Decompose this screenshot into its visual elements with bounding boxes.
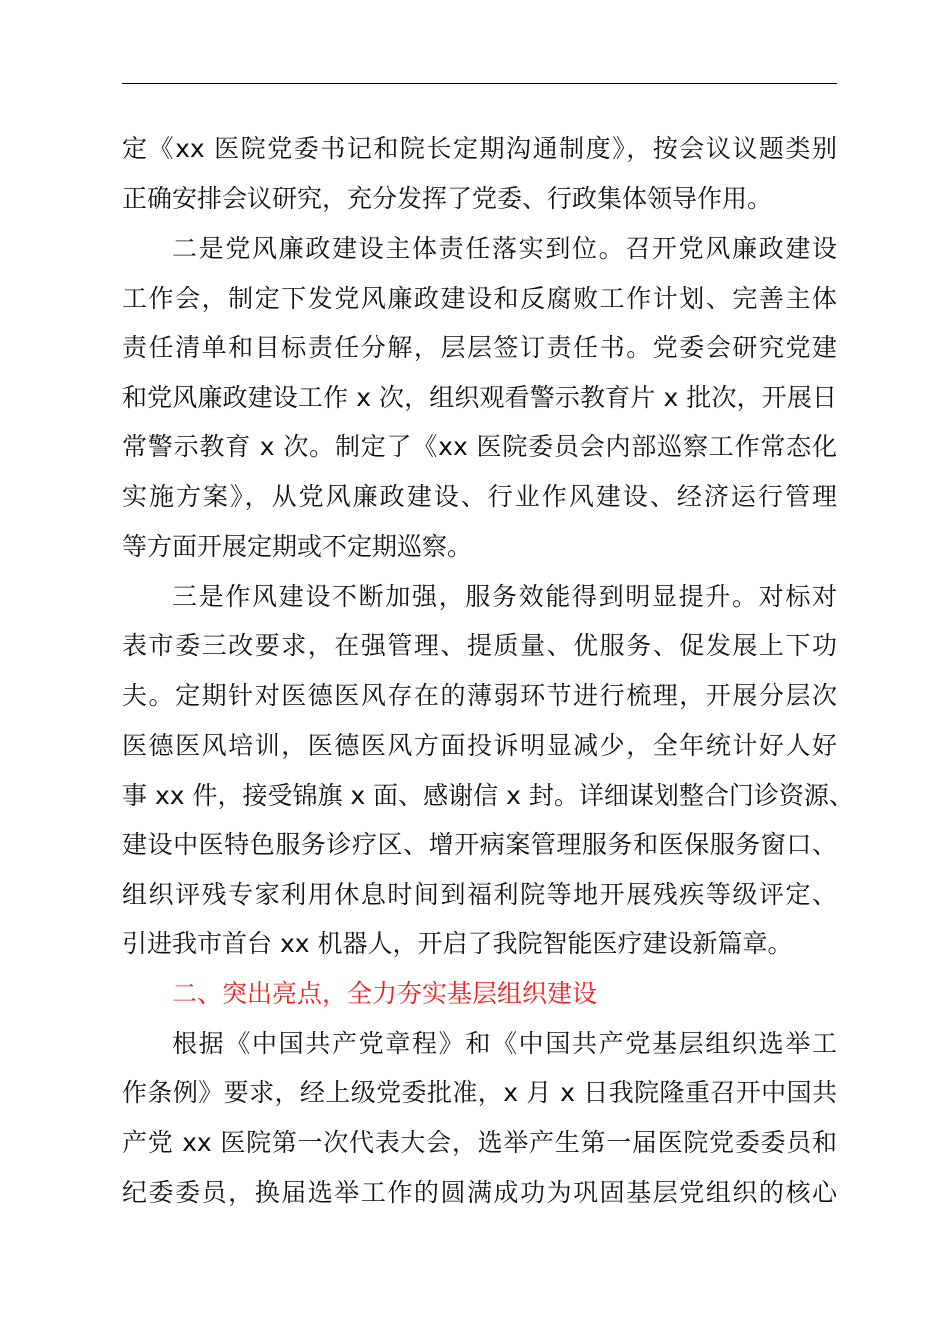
text-line: 实施方案》，从党风廉政建设、行业作风建设、经济运行管理 — [122, 482, 837, 511]
text-line: 医德医风培训，医德医风方面投诉明显减少，全年统计好人好 — [122, 731, 837, 760]
text-line: 常警示教育 x 次。制定了《xx 医院委员会内部巡察工作常态化 — [122, 432, 837, 461]
text-line: 定《xx 医院党委书记和院长定期沟通制度》，按会议议题类别 — [122, 134, 837, 163]
text-line: 组织评残专家利用休息时间到福利院等地开展残疾等级评定、 — [122, 880, 837, 909]
text-line: 引进我市首台 xx 机器人，开启了我院智能医疗建设新篇章。 — [122, 929, 793, 958]
text-line: 等方面开展定期或不定期巡察。 — [122, 532, 473, 561]
section-heading: 二、突出亮点，全力夯实基层组织建设 — [172, 979, 598, 1008]
text-line: 夫。定期针对医德医风存在的薄弱环节进行梳理，开展分层次 — [122, 681, 837, 710]
header-rule — [122, 83, 837, 84]
text-line: 责任清单和目标责任分解，层层签订责任书。党委会研究党建 — [122, 333, 837, 362]
text-line: 纪委委员，换届选举工作的圆满成功为巩固基层党组织的核心 — [122, 1178, 837, 1207]
text-line: 事 xx 件，接受锦旗 x 面、感谢信 x 封。详细谋划整合门诊资源、 — [122, 781, 854, 810]
text-line: 三是作风建设不断加强，服务效能得到明显提升。对标对 — [172, 582, 837, 611]
text-line: 工作会，制定下发党风廉政建设和反腐败工作计划、完善主体 — [122, 284, 837, 313]
text-line: 作条例》要求，经上级党委批准，x 月 x 日我院隆重召开中国共 — [122, 1078, 837, 1107]
text-line: 建设中医特色服务诊疗区、增开病案管理服务和医保服务窗口、 — [122, 830, 837, 859]
text-line: 二是党风廉政建设主体责任落实到位。召开党风廉政建设 — [172, 234, 837, 263]
text-line: 根据《中国共产党章程》和《中国共产党基层组织选举工 — [172, 1029, 837, 1058]
text-line: 和党风廉政建设工作 x 次，组织观看警示教育片 x 批次，开展日 — [122, 383, 837, 412]
text-line: 产党 xx 医院第一次代表大会，选举产生第一届医院党委委员和 — [122, 1128, 837, 1157]
text-line: 正确安排会议研究，充分发挥了党委、行政集体领导作用。 — [122, 184, 773, 213]
text-line: 表市委三改要求，在强管理、提质量、优服务、促发展上下功 — [122, 631, 837, 660]
